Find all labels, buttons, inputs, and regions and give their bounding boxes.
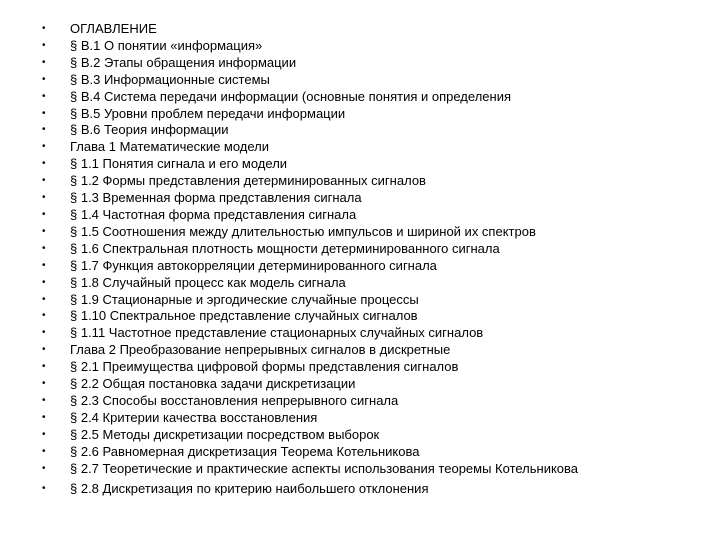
- list-item: [0, 173, 720, 190]
- bullet: •: [42, 23, 46, 34]
- bullet: •: [42, 208, 46, 220]
- toc-entry-text: § 1.1 Понятия сигнала и его модели: [70, 156, 288, 172]
- bullet: •: [42, 394, 46, 406]
- list-item: [0, 376, 720, 393]
- toc-entry-text: § 1.7 Функция автокорреляции детерминированного сигнала: [70, 257, 437, 273]
- bullet: •: [42, 175, 46, 187]
- bullet: •: [42, 445, 46, 457]
- bullet: •: [42, 141, 46, 153]
- bullet: •: [42, 462, 46, 474]
- bullet: •: [42, 225, 46, 237]
- toc-entry-text: § В.6 Теория информации: [70, 122, 229, 138]
- toc-entry-text: § В.1 О понятии «информация»: [70, 37, 263, 53]
- list-item: [0, 292, 720, 309]
- toc-entry-text: § 2.2 Общая постановка задачи дискретизации: [70, 376, 356, 392]
- list-item: [0, 325, 720, 342]
- bullet: •: [42, 327, 46, 339]
- bullet: •: [42, 192, 46, 204]
- toc-entry-text: § 1.5 Соотношения между длительностью импульсов и шириной их спектров: [70, 223, 536, 239]
- list-item: [0, 106, 720, 123]
- toc-entry-text: § 1.8 Случайный процесс как модель сигнала: [70, 274, 346, 290]
- toc-entry-text: § В.5 Уровни проблем передачи информации: [70, 105, 346, 121]
- bullet: •: [42, 411, 46, 423]
- bullet: •: [42, 259, 46, 271]
- bullet: •: [42, 276, 46, 288]
- bullet: •: [42, 378, 46, 390]
- toc-entry-text: § 2.5 Методы дискретизации посредством выборок: [70, 426, 380, 442]
- bullet: •: [42, 124, 46, 136]
- toc-entry-text: § 1.11 Частотное представление стационарных случайных сигналов: [70, 325, 484, 341]
- toc-entry-text: Глава 2 Преобразование непрерывных сигналов в дискретные: [70, 342, 451, 358]
- bullet: •: [42, 310, 46, 322]
- bullet: •: [42, 56, 46, 68]
- toc-entry-text: § В.4 Система передачи информации (основные понятия и определения: [70, 88, 511, 104]
- bullet: •: [42, 483, 46, 495]
- bullet: •: [42, 293, 46, 305]
- list-item: [0, 410, 720, 427]
- list-item: [0, 224, 720, 241]
- toc-entry-text: Глава 1 Математические модели: [70, 139, 270, 155]
- toc-entry-text: § 2.7 Теоретические и практические аспекты использования теоремы Котельникова: [70, 460, 579, 476]
- list-item: [0, 241, 720, 258]
- bullet: •: [42, 73, 46, 85]
- list-item: [0, 190, 720, 207]
- toc-entry-text: § 2.3 Способы восстановления непрерывного сигнала: [70, 392, 399, 408]
- list-item: [0, 139, 720, 156]
- list-item: [0, 55, 720, 72]
- toc-entry-text: § 1.2 Формы представления детерминированных сигналов: [70, 173, 426, 189]
- bullet: •: [42, 90, 46, 102]
- toc-entry-text: § В.2 Этапы обращения информации: [70, 54, 297, 70]
- toc-entry-text: § 1.6 Спектральная плотность мощности детерминированного сигнала: [70, 240, 500, 256]
- list-item: [0, 89, 720, 106]
- bullet: •: [42, 428, 46, 440]
- list-item: [0, 275, 720, 292]
- list-item: [0, 122, 720, 139]
- table-of-contents: [0, 21, 720, 498]
- bullet: •: [42, 39, 46, 51]
- list-item: [0, 461, 720, 478]
- list-item: [0, 393, 720, 410]
- list-item: [0, 359, 720, 376]
- list-item: [0, 444, 720, 461]
- bullet: •: [42, 242, 46, 254]
- list-item: [0, 481, 720, 498]
- list-item: [0, 308, 720, 325]
- toc-entry-text: § 1.9 Стационарные и эргодические случайные процессы: [70, 291, 419, 307]
- list-item: [0, 207, 720, 224]
- toc-entry-text: § 2.4 Критерии качества восстановления: [70, 409, 318, 425]
- toc-entry-text: § В.3 Информационные системы: [70, 71, 270, 87]
- bullet: •: [42, 361, 46, 373]
- list-item: [0, 72, 720, 89]
- list-item: [0, 258, 720, 275]
- toc-entry-text: § 1.3 Временная форма представления сигнала: [70, 190, 362, 206]
- list-item: [0, 342, 720, 359]
- bullet: •: [42, 344, 46, 356]
- toc-entry-text: § 2.6 Равномерная дискретизация Теорема Котельникова: [70, 443, 420, 459]
- toc-entry-text: ОГЛАВЛЕНИЕ: [70, 21, 157, 36]
- list-item: [0, 21, 720, 38]
- list-item: [0, 427, 720, 444]
- toc-entry-text: § 1.4 Частотная форма представления сигнала: [70, 206, 357, 222]
- list-item: [0, 38, 720, 55]
- bullet: •: [42, 107, 46, 119]
- toc-entry-text: § 2.8 Дискретизация по критерию наибольшего отклонения: [70, 481, 429, 497]
- toc-entry-text: § 1.10 Спектральное представление случайных сигналов: [70, 308, 418, 324]
- list-item: [0, 156, 720, 173]
- bullet: •: [42, 158, 46, 170]
- toc-entry-text: § 2.1 Преимущества цифровой формы представления сигналов: [70, 359, 459, 375]
